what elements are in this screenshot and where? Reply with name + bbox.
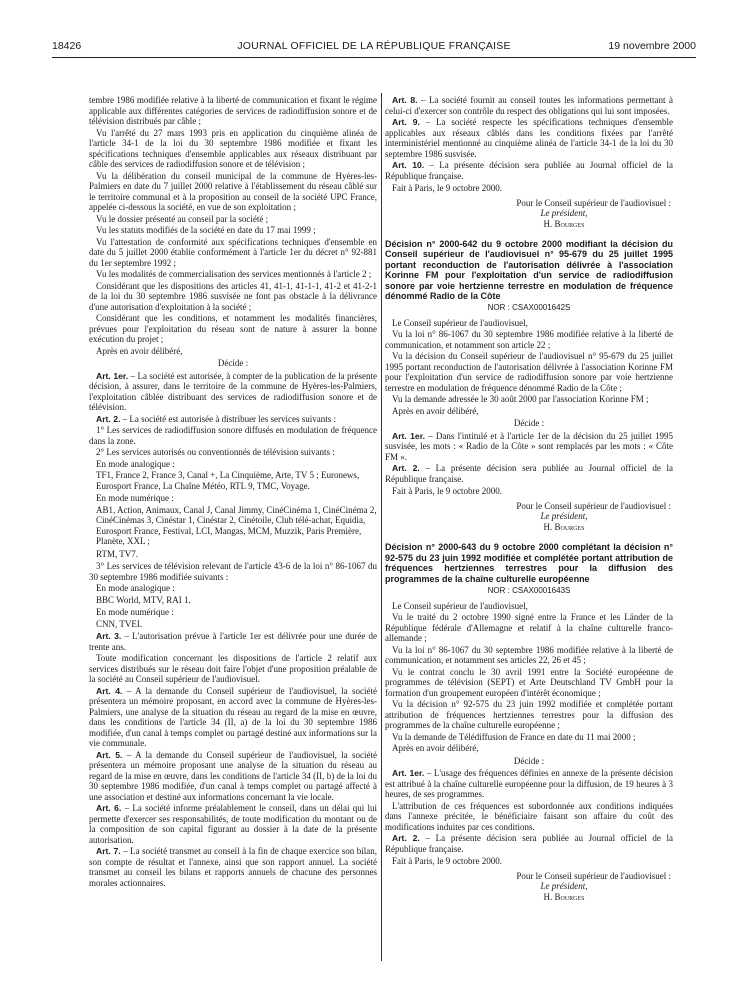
paragraph: Le Conseil supérieur de l'audiovisuel,: [392, 317, 528, 328]
paragraph: L'attribution de ces fréquences est subordonnée aux conditions indiquées dans l'annexe précitée, le bénéficiaire faisant son affaire du coût des modifications induites par ces conditions.: [385, 800, 673, 832]
article-text: – La société est autorisée, à compter de la publication de la présente décision, à assurer, dans le territoire de la commune de Hyères-les-Palmiers, l'exploitation câblée distribuant des services de radiodiffusion sonore et de télévision.: [89, 370, 377, 412]
article-paragraph: [385, 117, 673, 159]
paragraph: Vu la décision n° 92-575 du 23 juin 1992 modifiée et complétée portant attribution de fréquences hertziennes terrestres pour la diffusion des programmes de la chaîne culturelle européenne ;: [385, 699, 673, 731]
article-label: Art. 4.: [96, 685, 123, 696]
paragraph: tembre 1986 modifiée relative à la liberté de communication et fixant le régime applicable aux différentes catégories de services de radiodiffusion sonore et de télévision distribués par câble ;: [89, 95, 377, 126]
mode-heading: En mode numérique :: [96, 607, 174, 617]
signature-role: Le président,: [540, 881, 588, 892]
article-text: – La société informe préalablement le conseil, dans un délai qui lui permette d'exercer ses responsabilités, de toute modification du montant ou de la composition de son capital figurant au dossier à la date de la présente autorisation.: [89, 803, 377, 845]
article-paragraph: [385, 833, 673, 854]
mode-heading: En mode analogique :: [96, 583, 175, 593]
signature-block: [385, 871, 673, 903]
article-paragraph: [385, 463, 673, 484]
paragraph: Vu le contrat conclu le 30 avril 1991 entre la Société européenne de programmes de télévision (SEPT) et Arte Deutschland TV GmbH pour la formation d'un groupement européen d'intérêt économique ;: [385, 666, 673, 698]
page-number: 18426: [52, 40, 82, 52]
paragraph: Toute modification concernant les dispositions de l'article 2 relatif aux services distribués sur le réseau doit faire l'objet d'une proposition préalable de la société au Conseil supérieur de l'audiovisuel.: [89, 653, 377, 684]
paragraph: Vu l'arrêté du 27 mars 1993 pris en application du cinquième alinéa de l'article 34-1 de la loi du 30 septembre 1986 modifiée et fixant les spécifications techniques d'ensemble applicables aux réseaux distribuant par câble des services de radiodiffusion sonore et de télévision ;: [89, 127, 377, 169]
signature-block: [385, 198, 673, 230]
channel-list: AB1, Action, Animaux, Canal J, Canal Jimmy, CinéCinéma 1, CinéCinéma 2, CinéCinémas 3, Cinéstar 1, Cinéstar 2, Cinétoile, Club télé-achat, Equidia, Eurosport France, Festival, LCI, Mangas, MCM, Muzzik, Paris Première, Planète, XXL ;: [96, 504, 377, 546]
signature-place-date: Fait à Paris, le 9 octobre 2000.: [392, 183, 502, 193]
article-paragraph: [89, 414, 377, 425]
paragraph: Considérant que les conditions, et notamment les modalités financières, prévues pour l'exploitation du réseau sont de nature à assurer la bonne exécution du projet ;: [89, 313, 377, 344]
paragraph: Vu les modalités de commercialisation des services mentionnés à l'article 2 ;: [96, 269, 372, 279]
channel-list: BBC World, MTV, RAI 1.: [96, 594, 191, 605]
article-text: – La société transmet au conseil à la fin de chaque exercice son bilan, son compte de résultat et l'annexe, ainsi que son rapport annuel. La société transmet au conseil les bilans et rapports annuels de chacune des personnes morales actionnaires.: [89, 846, 377, 888]
article-text: – A la demande du Conseil supérieur de l'audiovisuel, la société présentera un mémoire proposant, en accord avec la commune de Hyères-les-Palmiers, une analyse de la situation du réseau au regard de la mise en œuvre, dans les conditions de l'article 34 (II, a) de la loi du 30 septembre 1986 modifiée, d'un canal à temps complet ou partagé destiné aux informations sur la vie communale.: [89, 685, 377, 748]
article-paragraph: [89, 803, 377, 845]
signature-authority: Pour le Conseil supérieur de l'audiovisuel :: [516, 197, 671, 208]
article-text: – La société fournit au conseil toutes les informations permettant à celui-ci d'exercer son contrôle du respect des obligations qui lui sont imposées.: [385, 95, 673, 116]
paragraph: Vu la délibération du conseil municipal de la commune de Hyères-les-Palmiers en date du 7 juillet 2000 relative à l'établissement du réseau câblé sur le territoire communal et à la proposition au conseil de la société UPC France, appelée ci-dessous la société, en vue de son exploitation ;: [89, 170, 377, 212]
article-label: Art. 1er.: [392, 768, 425, 779]
paragraph: Le Conseil supérieur de l'audiovisuel,: [392, 600, 528, 611]
signature-place-date: Fait à Paris, le 9 octobre 2000.: [392, 486, 502, 497]
article-text: – A la demande du Conseil supérieur de l'audiovisuel, la société présentera un mémoire proposant une analyse de la situation du réseau au regard de la mise en œuvre, dans les conditions de l'article 34 (II, b) de la loi du 30 septembre 1986 modifiée, d'un canal à temps complet ou partagé affecté à une association et destiné aux informations concernant la vie locale.: [89, 749, 377, 802]
right-column: [385, 95, 673, 965]
paragraph: Vu le traité du 2 octobre 1990 signé entre la France et les Länder de la République fédérale d'Allemagne et relatif à la chaîne culturelle franco-allemande ;: [385, 612, 673, 644]
article-text: – La société respecte les spécifications techniques d'ensemble applicables aux réseaux câblés dans les conditions fixées par l'arrêté interministériel mentionné au cinquième alinéa de l'article 34-1 de la loi du 30 septembre 1986 susvisée.: [385, 117, 673, 159]
paragraph: Vu la décision du Conseil supérieur de l'audiovisuel n° 95-679 du 25 juillet 1995 portant reconduction de l'autorisation délivrée à l'association Korinne FM pour l'exploitation d'un service de radiodiffusion sonore par voie hertzienne terrestre en modulation de fréquence dénommé Radio de la Côte ;: [385, 351, 673, 393]
decide-heading: Décide :: [513, 755, 545, 766]
paragraph: Vu la loi n° 86-1067 du 30 septembre 1986 modifiée relative à la liberté de communication, et notamment son article 22 ;: [385, 329, 673, 350]
paragraph: Considérant que les dispositions des articles 41, 41-1, 41-1-1, 41-2 et 41-2-1 de la loi du 30 septembre 1986 susvisée ne font pas obstacle à la délivrance d'une autorisation d'exploitation à la société ;: [89, 280, 377, 312]
paragraph: Après en avoir délibéré,: [392, 743, 479, 754]
article-text: – L'usage des fréquences définies en annexe de la présente décision est attribué à la chaîne culturelle européenne pour la diffusion, de 19 heures à 3 heures, de ses programmes.: [385, 768, 673, 800]
article-label: Art. 9.: [392, 117, 420, 127]
article-paragraph: [385, 768, 673, 800]
article-text: – Dans l'intitulé et à l'article 1er de la décision du 25 juillet 1995 susvisée, les mots : « Radio de la Côte » sont remplacés par les mots : « Côte FM ».: [385, 430, 673, 462]
article-label: Art. 7.: [96, 846, 121, 856]
nor-reference: NOR : CSAX0001642S: [487, 303, 571, 313]
journal-title: JOURNAL OFFICIEL DE LA RÉPUBLIQUE FRANÇAISE: [237, 40, 511, 52]
article-paragraph: [385, 431, 673, 463]
article-paragraph: [89, 371, 377, 413]
paragraph: Après en avoir délibéré,: [392, 405, 479, 416]
signature-name: H. Bourges: [543, 521, 585, 532]
mode-heading: En mode numérique :: [96, 493, 174, 503]
signature-name: H. Bourges: [543, 218, 585, 229]
article-label: Art. 2.: [392, 833, 420, 844]
paragraph: Vu la loi n° 86-1067 du 30 septembre 1986 modifiée relative à la liberté de communication, et notamment ses articles 22, 26 et 45 ;: [385, 644, 673, 666]
channel-list: CNN, TVEI.: [96, 618, 143, 629]
article-label: Art. 10.: [392, 160, 425, 170]
column-divider: [381, 93, 382, 961]
article-label: Art. 8.: [392, 95, 418, 105]
decide-heading: Décide :: [217, 358, 249, 368]
paragraph: Vu les statuts modifiés de la société en date du 17 mai 1999 ;: [96, 225, 316, 235]
article-paragraph: [89, 846, 377, 888]
article-text: – L'autorisation prévue à l'article 1er est délivrée pour une durée de trente ans.: [89, 631, 377, 652]
signature-place-date: Fait à Paris, le 9 octobre 2000.: [392, 856, 502, 867]
paragraph: 2° Les services autorisés ou conventionnés de télévision suivants :: [96, 447, 335, 457]
paragraph: Vu l'attestation de conformité aux spécifications techniques d'ensemble en date du 5 juillet 2000 établie conformément à l'article 1er du décret n° 92-881 du 1er septembre 1992 ;: [89, 236, 377, 268]
paragraph: Vu la demande adressée le 30 août 2000 par l'association Korinne FM ;: [392, 394, 649, 405]
article-paragraph: [89, 750, 377, 803]
paragraph: Vu le dossier présenté au conseil par la société ;: [96, 213, 269, 224]
mode-heading: En mode analogique :: [96, 458, 175, 469]
paragraph: Après en avoir délibéré,: [96, 345, 183, 356]
channel-list: TF1, France 2, France 3, Canal +, La Cinquième, Arte, TV 5 ; Euronews, Eurosport France, La Chaîne Météo, RTL 9, TMC, Voyage.: [96, 470, 360, 491]
article-label: Art. 3.: [96, 631, 122, 641]
article-text: – La présente décision sera publiée au Journal officiel de la République française.: [385, 160, 673, 181]
page-header: [52, 40, 696, 56]
signature-role: Le président,: [540, 208, 588, 218]
decide-heading: Décide :: [513, 418, 545, 429]
signature-authority: Pour le Conseil supérieur de l'audiovisuel :: [516, 500, 671, 511]
article-text: – La société est autorisée à distribuer les services suivants :: [120, 413, 337, 424]
header-rule: [52, 57, 696, 58]
decision-title: Décision n° 2000-642 du 9 octobre 2000 modifiant la décision du Conseil supérieur de l'audiovisuel n° 95-679 du 25 juillet 1995 portant reconduction de l'autorisation délivrée à l'association Korinne FM pour l'exploitation d'un service de radiodiffusion sonore par voie hertzienne terrestre en modulation de fréquence dénommé Radio de la Côte: [385, 239, 673, 302]
article-paragraph: [89, 686, 377, 749]
decision-title: Décision n° 2000-643 du 9 octobre 2000 complétant la décision n° 92-575 du 23 juin 1992 modifiée et complétée portant attribution de fréquences hertziennes terrestres pour la diffusion des programmes de la chaîne culturelle européenne: [385, 542, 673, 584]
article-label: Art. 1er.: [96, 370, 129, 381]
signature-authority: Pour le Conseil supérieur de l'audiovisuel :: [516, 870, 671, 881]
article-label: Art. 1er.: [392, 430, 425, 441]
signature-role: Le président,: [540, 511, 588, 522]
channel-list: RTM, TV7.: [96, 548, 139, 559]
publication-date: 19 novembre 2000: [608, 40, 696, 52]
article-label: Art. 5.: [96, 749, 123, 760]
paragraph: 1° Les services de radiodiffusion sonore diffusés en modulation de fréquence dans la zone.: [89, 425, 377, 446]
article-label: Art. 2.: [96, 413, 121, 424]
signature-block: [385, 501, 673, 533]
signature-name: H. Bourges: [543, 891, 585, 902]
article-label: Art. 2.: [392, 463, 420, 474]
article-label: Art. 6.: [96, 803, 122, 813]
article-paragraph: [385, 160, 673, 181]
paragraph: Vu la demande de Télédiffusion de France en date du 11 mai 2000 ;: [392, 731, 636, 742]
nor-reference: NOR : CSAX0001643S: [487, 586, 571, 596]
article-paragraph: [89, 631, 377, 652]
left-column: [89, 95, 377, 965]
article-text: – La présente décision sera publiée au Journal officiel de la République française.: [385, 463, 673, 484]
paragraph: 3° Les services de télévision relevant de l'article 43-6 de la loi n° 86-1067 du 30 septembre 1986 modifiée suivants :: [89, 561, 377, 582]
article-text: – La présente décision sera publiée au Journal officiel de la République française.: [385, 833, 673, 854]
article-paragraph: [385, 95, 673, 116]
